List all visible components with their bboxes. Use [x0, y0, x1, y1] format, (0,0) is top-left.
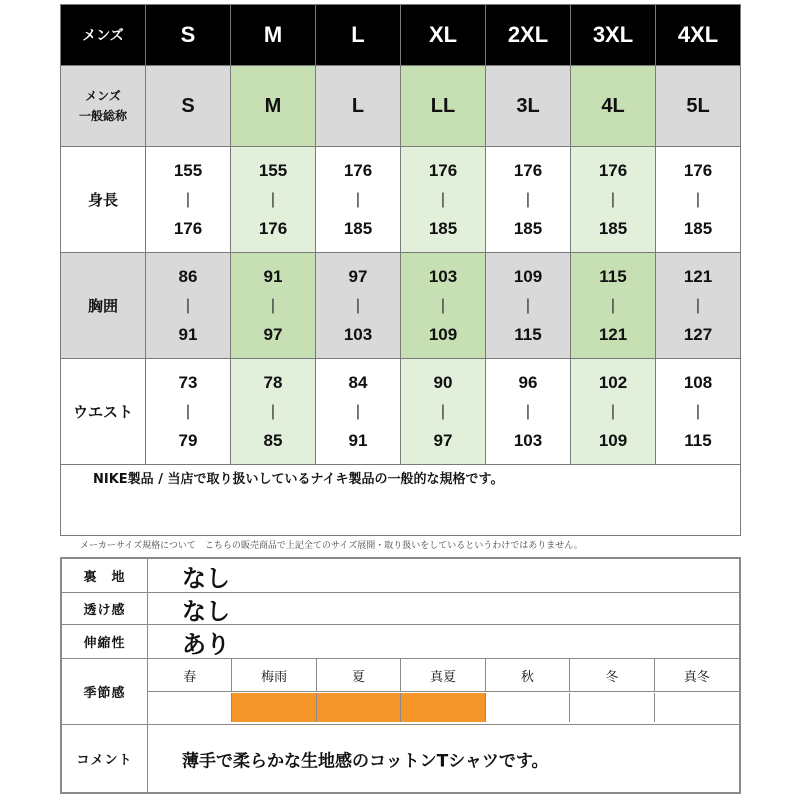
- lining-row: [62, 559, 739, 593]
- measurement-cell: [486, 147, 571, 253]
- season-grid: [148, 659, 739, 724]
- size-header-cell: 4XL: [656, 5, 741, 66]
- range-min: 90: [433, 372, 453, 392]
- size-header-cell: 2XL: [486, 5, 571, 66]
- range-min: 86: [178, 266, 198, 286]
- range-max: 185: [428, 218, 458, 238]
- measurement-cell: [231, 253, 316, 359]
- range-min: 97: [348, 266, 368, 286]
- range-separator: |: [695, 190, 701, 208]
- measurement-cell: [146, 253, 231, 359]
- season-marker-active: [401, 693, 485, 722]
- range-separator: |: [610, 402, 616, 420]
- season-name: 夏: [317, 659, 401, 692]
- note-box: [60, 461, 741, 536]
- measurement-cell: [656, 147, 741, 253]
- measurement-range: [401, 373, 485, 451]
- size-header-cell: M: [231, 5, 316, 66]
- range-separator: |: [525, 296, 531, 314]
- measurement-cell: [316, 147, 401, 253]
- range-max: 91: [178, 324, 198, 344]
- season-name: 春: [148, 659, 232, 692]
- season-marker: [148, 693, 232, 722]
- range-separator: |: [355, 190, 361, 208]
- range-separator: |: [525, 190, 531, 208]
- season-name: 真冬: [655, 659, 739, 692]
- range-max: 127: [683, 324, 713, 344]
- measurement-cell: [316, 359, 401, 465]
- size-header-cell: 3XL: [571, 5, 656, 66]
- range-min: 102: [598, 372, 628, 392]
- comment-label: コメント: [62, 725, 148, 792]
- stretch-label: 伸縮性: [62, 625, 148, 658]
- range-min: 91: [263, 266, 283, 286]
- size-alias-cell: S: [146, 66, 231, 147]
- range-separator: |: [440, 296, 446, 314]
- size-header-cell: XL: [401, 5, 486, 66]
- season-marker-active: [317, 693, 401, 722]
- measurement-range: [486, 161, 570, 239]
- range-separator: |: [440, 402, 446, 420]
- measurement-cell: [486, 359, 571, 465]
- chest-row: [61, 253, 741, 359]
- range-min: 84: [348, 372, 368, 392]
- product-detail-table: [60, 557, 741, 794]
- waist-row-label: ウエスト: [61, 359, 146, 465]
- sheer-value: なし: [182, 597, 230, 625]
- range-max: 79: [178, 430, 198, 450]
- range-separator: |: [610, 296, 616, 314]
- measurement-range: [146, 373, 230, 451]
- measurement-cell: [571, 253, 656, 359]
- stretch-row: [62, 625, 739, 659]
- measurement-cell: [571, 147, 656, 253]
- range-separator: |: [440, 190, 446, 208]
- range-min: 176: [683, 160, 713, 180]
- measurement-cell: [486, 253, 571, 359]
- measurement-range: [401, 267, 485, 345]
- season-marker: [655, 693, 739, 722]
- stretch-value: あり: [182, 630, 230, 658]
- waist-row: [61, 359, 741, 465]
- size-chart-table: [60, 4, 741, 465]
- range-separator: |: [270, 296, 276, 314]
- range-min: 176: [428, 160, 458, 180]
- measurement-cell: [231, 147, 316, 253]
- season-label: 季節感: [62, 659, 148, 724]
- range-min: 176: [343, 160, 373, 180]
- sheer-label: 透け感: [62, 593, 148, 624]
- measurement-range: [571, 267, 655, 345]
- measurement-range: [231, 373, 315, 451]
- range-min: 108: [683, 372, 713, 392]
- range-max: 115: [514, 324, 542, 344]
- measurement-range: [316, 267, 400, 345]
- measurement-range: [146, 161, 230, 239]
- measurement-range: [401, 161, 485, 239]
- size-footnote: メーカーサイズ規格について こちらの販売商品で上記全てのサイズ展開・取り扱いをしているというわけではありません。: [80, 541, 583, 551]
- range-min: 121: [683, 266, 713, 286]
- measurement-cell: [146, 359, 231, 465]
- range-min: 176: [513, 160, 543, 180]
- season-row: [62, 659, 739, 725]
- measurement-cell: [231, 359, 316, 465]
- range-max: 91: [348, 430, 368, 450]
- season-name: 秋: [486, 659, 570, 692]
- size-header-label: メンズ: [61, 5, 146, 66]
- range-max: 121: [598, 324, 628, 344]
- range-max: 109: [598, 430, 628, 450]
- range-min: 115: [599, 266, 627, 286]
- range-separator: |: [270, 190, 276, 208]
- range-max: 85: [263, 430, 283, 450]
- measurement-range: [656, 373, 740, 451]
- range-max: 185: [683, 218, 713, 238]
- measurement-range: [316, 373, 400, 451]
- measurement-range: [656, 161, 740, 239]
- measurement-range: [486, 267, 570, 345]
- range-min: 103: [428, 266, 458, 286]
- range-max: 176: [258, 218, 288, 238]
- height-row: [61, 147, 741, 253]
- season-marker: [486, 693, 570, 722]
- size-alias-row: [61, 66, 741, 147]
- range-max: 97: [263, 324, 283, 344]
- range-separator: |: [185, 190, 191, 208]
- measurement-range: [316, 161, 400, 239]
- measurement-range: [656, 267, 740, 345]
- range-max: 115: [684, 430, 712, 450]
- size-alias-cell: 3L: [486, 66, 571, 147]
- size-alias-label: [61, 66, 146, 147]
- sheer-row: [62, 593, 739, 625]
- range-separator: |: [695, 296, 701, 314]
- measurement-cell: [656, 359, 741, 465]
- range-min: 73: [178, 372, 198, 392]
- season-marker-active: [232, 693, 316, 722]
- range-max: 97: [433, 430, 453, 450]
- season-name: 梅雨: [232, 659, 316, 692]
- size-header-cell: L: [316, 5, 401, 66]
- range-min: 155: [258, 160, 288, 180]
- range-min: 96: [518, 372, 538, 392]
- size-note: NIKE製品 / 当店で取り扱いしているナイキ製品の一般的な規格です。: [93, 472, 504, 487]
- size-alias-label-line: メンズ: [85, 89, 121, 103]
- range-max: 103: [513, 430, 543, 450]
- lining-value: なし: [182, 564, 230, 592]
- range-separator: |: [270, 402, 276, 420]
- range-min: 78: [263, 372, 283, 392]
- range-separator: |: [525, 402, 531, 420]
- range-max: 176: [173, 218, 203, 238]
- range-separator: |: [185, 296, 191, 314]
- range-min: 176: [598, 160, 628, 180]
- size-header-cell: S: [146, 5, 231, 66]
- size-alias-cell: 5L: [656, 66, 741, 147]
- measurement-cell: [401, 253, 486, 359]
- size-alias-cell: M: [231, 66, 316, 147]
- season-marker: [570, 693, 654, 722]
- size-alias-cell: LL: [401, 66, 486, 147]
- size-alias-cell: L: [316, 66, 401, 147]
- range-max: 185: [343, 218, 373, 238]
- measurement-range: [146, 267, 230, 345]
- measurement-cell: [146, 147, 231, 253]
- range-separator: |: [185, 402, 191, 420]
- range-min: 155: [173, 160, 203, 180]
- range-separator: |: [355, 296, 361, 314]
- season-name: 真夏: [401, 659, 485, 692]
- season-name: 冬: [570, 659, 654, 692]
- measurement-cell: [316, 253, 401, 359]
- chest-row-label: 胸囲: [61, 253, 146, 359]
- lining-label: 裏 地: [62, 559, 148, 592]
- range-min: 109: [513, 266, 543, 286]
- range-max: 103: [343, 324, 373, 344]
- measurement-range: [486, 373, 570, 451]
- measurement-cell: [401, 147, 486, 253]
- measurement-cell: [656, 253, 741, 359]
- range-separator: |: [695, 402, 701, 420]
- size-alias-label-line: 一般総称: [78, 109, 127, 123]
- range-max: 185: [598, 218, 628, 238]
- range-separator: |: [355, 402, 361, 420]
- comment-text: 薄手で柔らかな生地感のコットンTシャツです。: [182, 751, 549, 771]
- range-separator: |: [610, 190, 616, 208]
- size-header-row: [61, 5, 741, 66]
- measurement-range: [571, 161, 655, 239]
- measurement-range: [571, 373, 655, 451]
- measurement-cell: [571, 359, 656, 465]
- size-alias-cell: 4L: [571, 66, 656, 147]
- range-max: 109: [428, 324, 458, 344]
- height-row-label: 身長: [61, 147, 146, 253]
- comment-row: [62, 725, 739, 792]
- measurement-range: [231, 161, 315, 239]
- range-max: 185: [513, 218, 543, 238]
- measurement-range: [231, 267, 315, 345]
- measurement-cell: [401, 359, 486, 465]
